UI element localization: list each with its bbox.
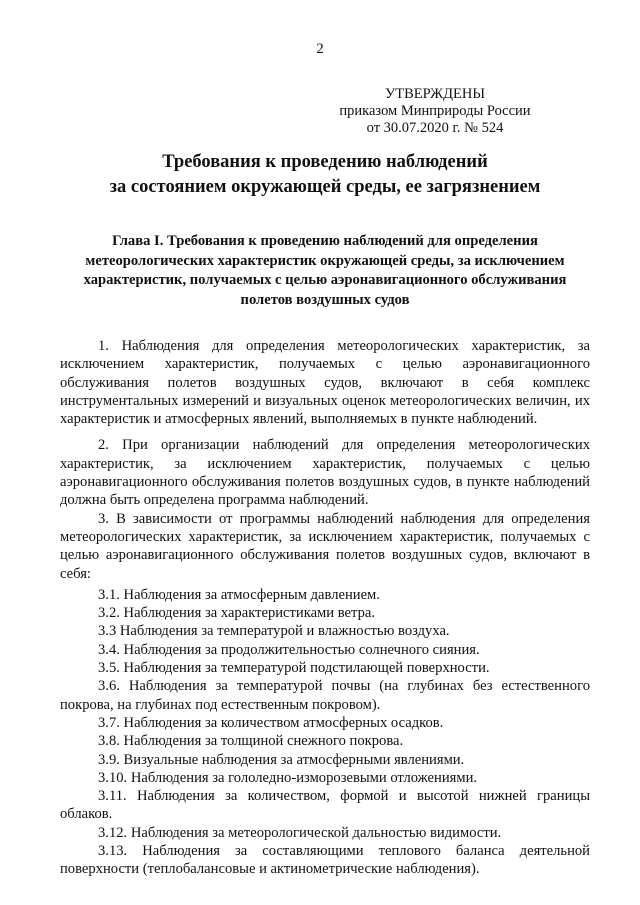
item-3-7: 3.7. Наблюдения за количеством атмосферных осадков. <box>98 714 444 731</box>
approval-stamp <box>330 86 540 137</box>
page-number: 2 <box>316 41 324 57</box>
item-3-9: 3.9. Визуальные наблюдения за атмосферными явлениями. <box>98 751 465 768</box>
title-line-1: Требования к проведению наблюдений <box>162 152 488 172</box>
document-title <box>60 150 590 200</box>
paragraph-3: 3. В зависимости от программы наблюдений наблюдения для определения метеорологических характеристик, за исключением характеристик, получаемых с целью аэронавигационного обслуживания полетов воздушных судов, включают в себя: <box>60 510 590 582</box>
approval-line-2: приказом Минприроды России <box>339 103 531 119</box>
item-3-5: 3.5. Наблюдения за температурой подстилающей поверхности. <box>98 660 490 677</box>
chapter-line-1: Глава I. Требования к проведению наблюдений для определения <box>112 233 538 249</box>
item-3-6: 3.6. Наблюдения за температурой почвы (на глубинах без естественного покрова, на глубинах под естественным покровом). <box>60 678 590 713</box>
item-3-10: 3.10. Наблюдения за гололедно-изморозевыми отложениями. <box>98 769 478 786</box>
chapter-heading <box>60 232 590 310</box>
approval-line-1: УТВЕРЖДЕНЫ <box>384 86 486 102</box>
chapter-line-2: метеорологических характеристик окружающей среды, за исключением <box>85 252 565 269</box>
item-3-3: 3.3 Наблюдения за температурой и влажностью воздуха. <box>98 623 450 640</box>
item-3-2: 3.2. Наблюдения за характеристиками ветра. <box>98 605 376 622</box>
title-line-2: за состоянием окружающей среды, ее загрязнением <box>109 177 541 197</box>
item-3-11: 3.11. Наблюдения за количеством, формой и высотой нижней границы облаков. <box>60 788 590 823</box>
document-body <box>60 337 590 879</box>
item-3-1: 3.1. Наблюдения за атмосферным давлением. <box>98 586 380 603</box>
item-3-4: 3.4. Наблюдения за продолжительностью солнечного сияния. <box>98 641 480 658</box>
paragraph-1: 1. Наблюдения для определения метеорологических характеристик, за исключением характеристик, получаемых с целью аэронавигационного обслуживания полетов воздушных судов, включают в себя комплекс инструментальных измерений и визуальных оценок метеорологических величин, их характеристик и атмосферных явлений, выполняемых в пункте наблюдений. <box>60 338 590 428</box>
chapter-line-4: полетов воздушных судов <box>240 291 410 308</box>
item-3-8: 3.8. Наблюдения за толщиной снежного покрова. <box>98 733 404 750</box>
approval-line-3: от 30.07.2020 г. № 524 <box>366 120 504 136</box>
paragraph-2: 2. При организации наблюдений для определения метеорологических характеристик, за исключением характеристик, получаемых с целью аэронавигационного обслуживания полетов воздушных судов, в пункте наблюдений должна быть определена программа наблюдений. <box>60 437 590 509</box>
item-3-13: 3.13. Наблюдения за составляющими теплового баланса деятельной поверхности (теплобалансовые и актинометрические наблюдения). <box>60 843 590 878</box>
item-3-12: 3.12. Наблюдения за метеорологической дальностью видимости. <box>98 824 502 841</box>
chapter-line-3: характеристик, получаемых с целью аэронавигационного обслуживания <box>83 272 567 288</box>
